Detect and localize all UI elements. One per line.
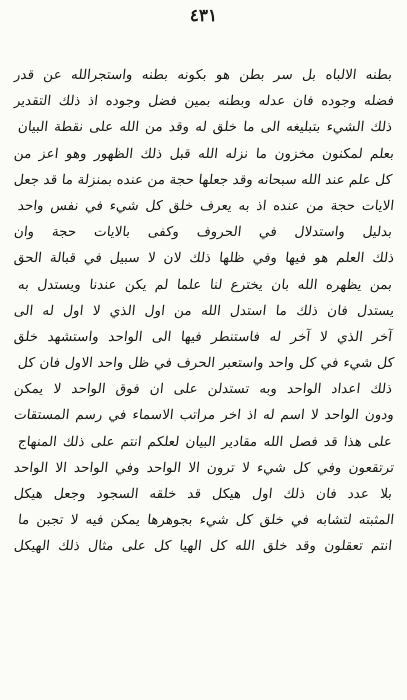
text-line: على هذا قد فصل الله مقادير البيان لعلكم انتم على ذلك المنهاج — [17, 433, 393, 450]
handwritten-text-block — [14, 62, 394, 692]
text-line: يستدل فان ذلك ما استدل الله من اول الذي لا اول له الى — [13, 302, 395, 319]
text-line: كل علم عند الله سبحانه وقد جعلها حجة من عنده بمنزلة ما قد جعل — [13, 171, 393, 188]
text-line: المثبته لتشابه في خلق كل شيء بجوهرها يمكن فيه لا تجبن ما — [17, 512, 395, 529]
text-line: ترتقعون وفي كل شيء لا ترون الا الواحد وفي الواحد الا الواحد — [13, 459, 395, 476]
text-line: بدليل واستدلال في الحروف وكفى بالايات حجة وان — [13, 224, 393, 241]
text-line: بلا عدد فان ذلك اول هيكل قد خلقه السجود وجعل هيكل — [13, 486, 393, 502]
text-line: بمن يظهره الله بان يخترع لنا علما لم يكن عندنا ويستدل به — [17, 276, 393, 293]
text-line: الايات حجة من عنده اذ به يعرف خلق كل شيء في نفس واحد — [17, 197, 395, 214]
text-line: ودون الواحد لا اسم له اذ اخر مراتب الاسماء في رسم المستقات — [13, 407, 395, 424]
text-line: آخر الذي لا آخر له فاستنطر فيها الى الواحد واستشهد خلق — [13, 328, 393, 345]
text-line: ذلك العلم هو فيها وفي ظلها ذلك لان لا سبيل في قبالة الحق — [13, 250, 395, 267]
text-line: ذلك الشيء بتبليغه الى ما خلق له وقد من الله على نقطة البيان — [17, 119, 393, 136]
text-line: ذلك اعداد الواحد وبه تستدلن على ان فوق الواحد لا يمكن — [13, 381, 393, 398]
text-line: بطنه الالباه بل سر بطن هو بكونه بطنه واستجرالله عن قدر — [13, 67, 393, 83]
text-line: انتم تعقلون وقد خلق الله كل الهيا كل على مثال ذلك الهيكل — [13, 538, 393, 555]
text-line: بعلم لمكنون مخزون ما نزله الله قبل ذلك الظهور وهو اعز من — [13, 145, 395, 162]
text-line: كل شيء في كل واحد واستعبر الحرف في ظل واحد الاول فان كل — [17, 355, 395, 372]
page-number: ٤٣١ — [189, 6, 218, 26]
text-line: فضله وجوده فان عدله وبطنه بمين فضل وجوده اذ ذلك التقدير — [13, 93, 395, 110]
